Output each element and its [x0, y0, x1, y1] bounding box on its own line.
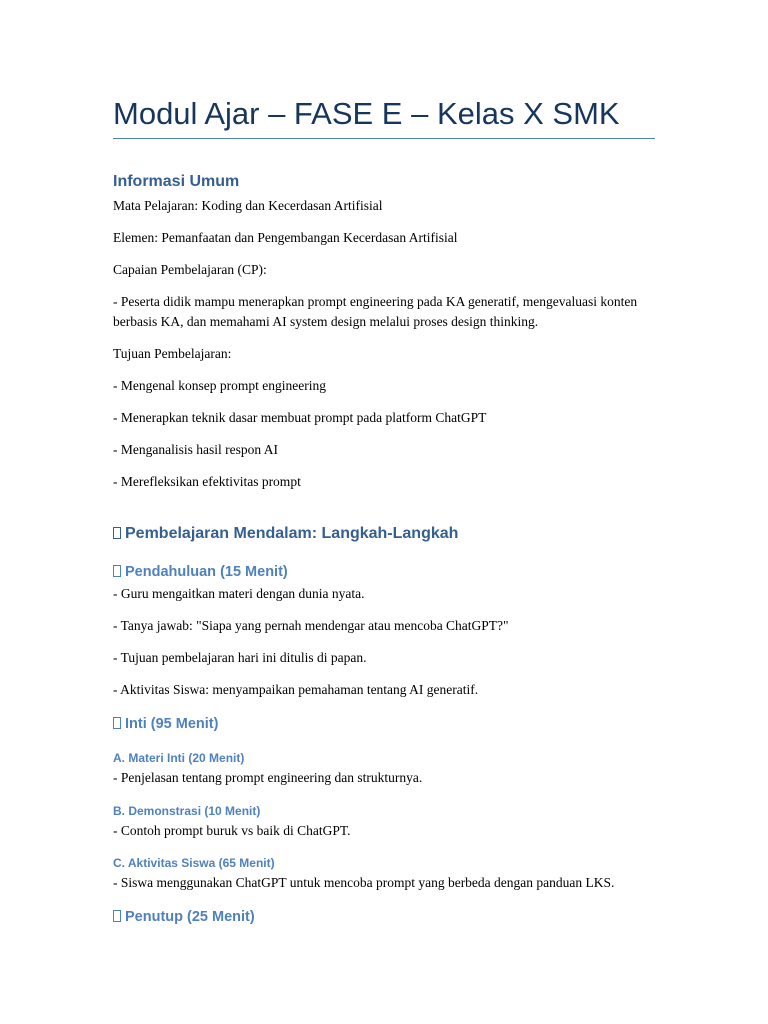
pendahuluan-item: - Tujuan pembelajaran hari ini ditulis di papan. — [113, 650, 367, 665]
pendahuluan-item: - Guru mengaitkan materi dengan dunia nyata. — [113, 586, 365, 601]
pendahuluan-item: - Tanya jawab: "Siapa yang pernah mendengar atau mencoba ChatGPT?" — [113, 618, 509, 633]
elemen-line: Elemen: Pemanfaatan dan Pengembangan Kecerdasan Artifisial — [113, 230, 458, 245]
heading-inti — [113, 714, 655, 734]
cp-label: Capaian Pembelajaran (CP): — [113, 262, 267, 277]
tp-label: Tujuan Pembelajaran: — [113, 346, 232, 361]
missing-glyph-icon — [113, 717, 121, 729]
missing-glyph-icon — [113, 910, 121, 922]
heading-text: Pembelajaran Mendalam: Langkah-Langkah — [125, 525, 459, 542]
heading-text: Pendahuluan (15 Menit) — [125, 564, 288, 580]
missing-glyph-icon — [113, 527, 121, 539]
heading-demonstrasi: B. Demonstrasi (10 Menit) — [113, 804, 261, 818]
heading-informasi-umum: Informasi Umum — [113, 173, 240, 190]
tp-item: - Menganalisis hasil respon AI — [113, 442, 278, 457]
heading-text: Penutup (25 Menit) — [125, 909, 255, 925]
heading-pendahuluan — [113, 562, 655, 582]
pendahuluan-item: - Aktivitas Siswa: menyampaikan pemahaman tentang AI generatif. — [113, 682, 479, 697]
tp-item: - Mengenal konsep prompt engineering — [113, 378, 326, 393]
tp-item: - Merefleksikan efektivitas prompt — [113, 474, 301, 489]
aktivitas-siswa-text: - Siswa menggunakan ChatGPT untuk mencoba prompt yang berbeda dengan panduan LKS. — [113, 875, 615, 890]
heading-text: Inti (95 Menit) — [125, 716, 219, 732]
heading-penutup — [113, 907, 655, 927]
missing-glyph-icon — [113, 565, 121, 577]
heading-aktivitas-siswa: C. Aktivitas Siswa (65 Menit) — [113, 856, 275, 870]
document-title: Modul Ajar – FASE E – Kelas X SMK — [113, 92, 655, 139]
materi-inti-text: - Penjelasan tentang prompt engineering dan strukturnya. — [113, 770, 423, 785]
mata-pelajaran-line: Mata Pelajaran: Koding dan Kecerdasan Artifisial — [113, 198, 383, 213]
heading-pembelajaran-mendalam — [113, 524, 655, 544]
demonstrasi-text: - Contoh prompt buruk vs baik di ChatGPT. — [113, 823, 351, 838]
tp-item: - Menerapkan teknik dasar membuat prompt pada platform ChatGPT — [113, 410, 487, 425]
heading-materi-inti: A. Materi Inti (20 Menit) — [113, 751, 245, 765]
cp-text: - Peserta didik mampu menerapkan prompt engineering pada KA generatif, mengevaluasi konten berbasis KA, dan memahami AI system design melalui proses design thinking. — [113, 294, 638, 329]
